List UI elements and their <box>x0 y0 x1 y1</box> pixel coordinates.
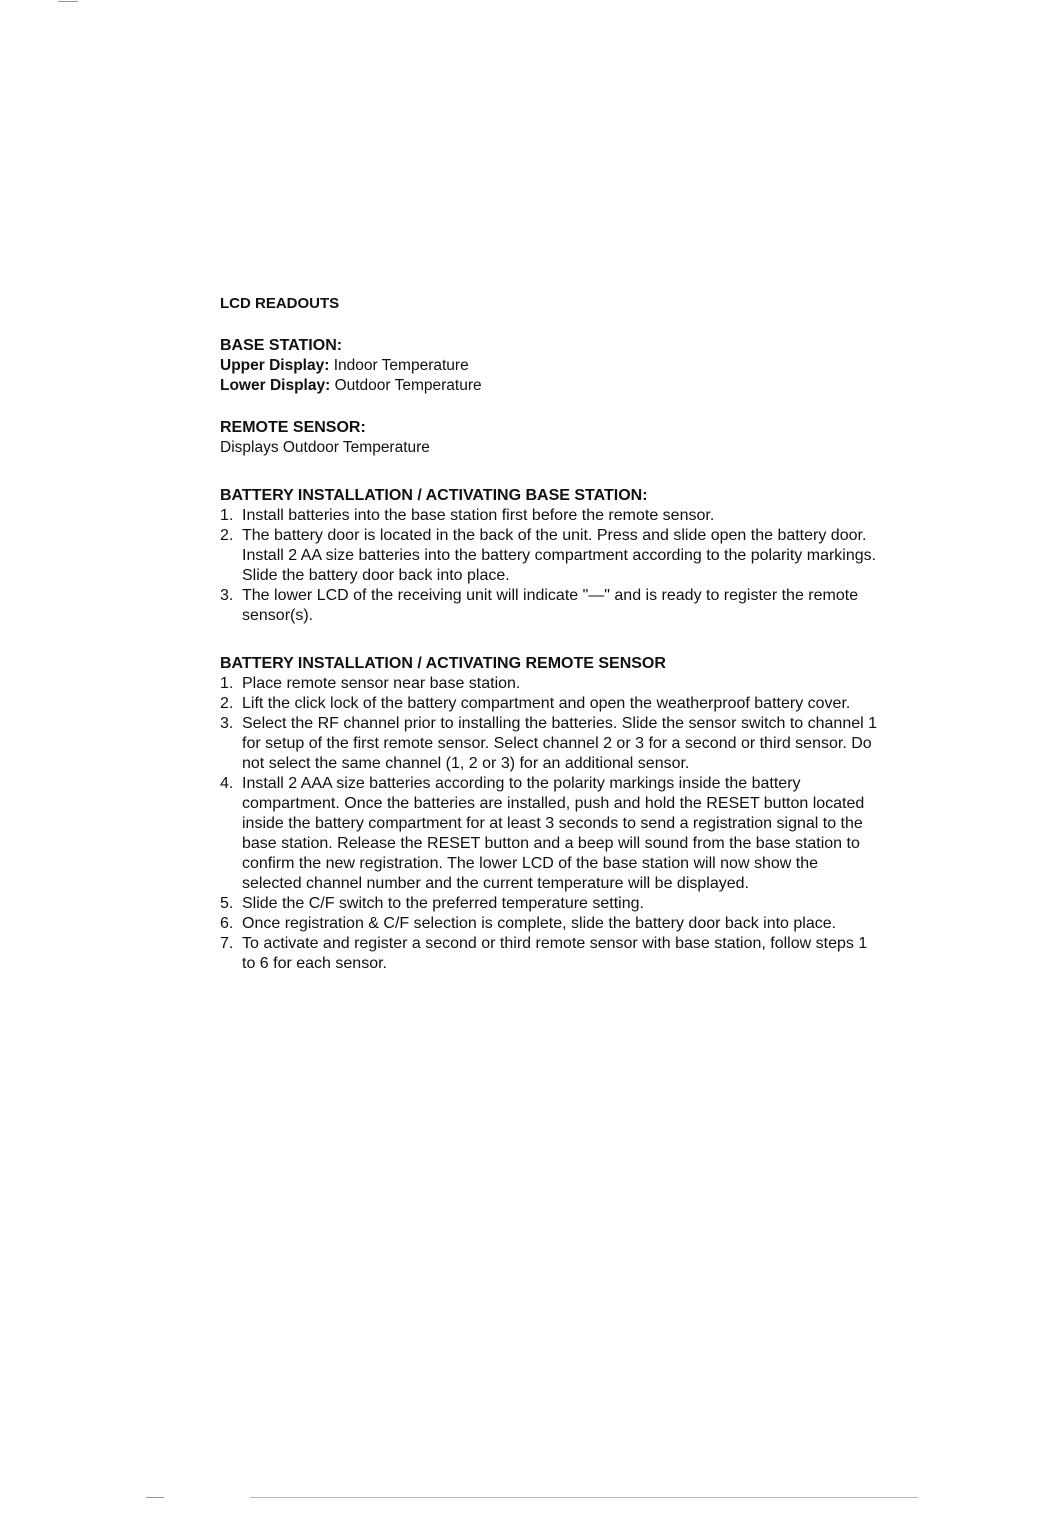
list-item: 2. Lift the click lock of the battery compartment and open the weatherproof battery cover. <box>220 695 851 712</box>
list-item: 7. To activate and register a second or third remote sensor with base station, follow steps 1 to 6 for each sensor. <box>220 935 868 972</box>
list-item: 3. The lower LCD of the receiving unit will indicate "—" and is ready to register the remote sensor(s). <box>220 587 859 624</box>
list-item: 5. Slide the C/F switch to the preferred temperature setting. <box>220 895 644 912</box>
list-item: 1. Install batteries into the base station first before the remote sensor. <box>220 507 715 524</box>
footer-rule <box>250 1497 918 1498</box>
base-install-steps <box>220 506 880 626</box>
remote-install-heading: BATTERY INSTALLATION / ACTIVATING REMOTE SENSOR <box>220 655 666 672</box>
list-item: 4. Install 2 AAA size batteries according to the polarity markings inside the battery compartment. Once the batteries are installed, push and hold the RESET button located inside the battery compartment for at least 3 seconds to send a registration signal to the base station. Release the RESET button and a beep will sound from the base station to confirm the new registration. The lower LCD of the base station will now show the selected channel number and the current temperature will be displayed. <box>220 775 865 892</box>
lcd-readouts-title: LCD READOUTS <box>220 295 340 312</box>
upper-display-label: Upper Display: <box>220 357 330 374</box>
upper-display-line <box>220 356 880 376</box>
base-station-heading: BASE STATION: <box>220 337 343 354</box>
list-item: 6. Once registration & C/F selection is complete, slide the battery door back into place. <box>220 915 837 932</box>
list-item: 2. The battery door is located in the back of the unit. Press and slide open the battery door. Install 2 AA size batteries into the battery compartment according to the polarity markings. Slide the battery door back into place. <box>220 527 877 584</box>
remote-sensor-text: Displays Outdoor Temperature <box>220 439 430 456</box>
upper-display-value: Indoor Temperature <box>333 357 469 374</box>
lower-display-value: Outdoor Temperature <box>334 377 482 394</box>
lower-display-label: Lower Display: <box>220 377 331 394</box>
list-item: 1. Place remote sensor near base station. <box>220 675 521 692</box>
manual-page <box>220 294 880 974</box>
bottom-left-scan-mark <box>146 1497 164 1498</box>
remote-install-steps <box>220 674 880 974</box>
lower-display-line <box>220 376 880 396</box>
top-left-scan-mark <box>58 1 78 2</box>
base-install-heading: BATTERY INSTALLATION / ACTIVATING BASE STATION: <box>220 487 648 504</box>
list-item: 3. Select the RF channel prior to installing the batteries. Slide the sensor switch to channel 1 for setup of the first remote sensor. Select channel 2 or 3 for a second or third sensor. Do not select the same channel (1, 2 or 3) for an additional sensor. <box>220 715 878 772</box>
remote-sensor-heading: REMOTE SENSOR: <box>220 419 366 436</box>
